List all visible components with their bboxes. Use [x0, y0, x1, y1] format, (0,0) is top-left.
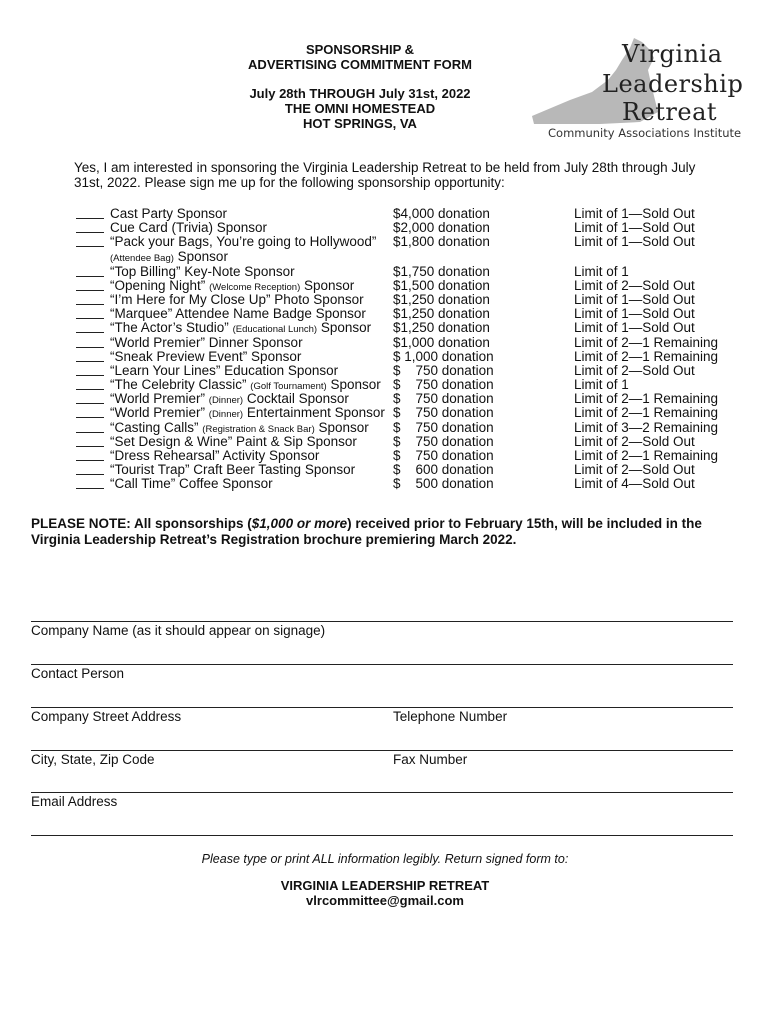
sponsorship-amount: $ 750 donation: [393, 391, 494, 407]
vlr-logo: [530, 30, 745, 145]
telephone-label: Telephone Number: [393, 709, 508, 724]
sponsorship-title: “Pack your Bags, You’re going to Hollywood”: [110, 234, 377, 250]
sponsorship-title: “The Actor’s Studio”: [110, 320, 229, 336]
sponsorship-title: “Top Billing” Key-Note Sponsor: [110, 263, 295, 279]
sponsorship-row: [76, 364, 736, 378]
sponsorship-limit: Limit of 1—Sold Out: [574, 320, 695, 336]
checkbox-blank-line[interactable]: [76, 350, 104, 362]
sponsorship-amount: $ 750 donation: [393, 419, 494, 435]
sponsorship-amount: $ 750 donation: [393, 377, 494, 393]
checkbox-blank-line[interactable]: [76, 421, 104, 433]
sponsorship-row: [76, 307, 736, 321]
sponsorship-row: [76, 435, 736, 449]
return-address: [0, 878, 770, 908]
sponsorship-row: [76, 421, 736, 435]
sponsorship-title: “I’m Here for My Close Up” Photo Sponsor: [110, 291, 364, 307]
company-name-line[interactable]: [31, 621, 733, 622]
sponsorship-title: Cue Card (Trivia) Sponsor: [110, 220, 268, 236]
sponsorship-amount: $ 600 donation: [393, 462, 494, 478]
sponsorship-detail: (Registration & Snack Bar): [202, 423, 315, 435]
sponsorship-amount: $4,000 donation: [393, 206, 490, 221]
sponsorship-name: [110, 307, 366, 321]
checkbox-blank-line[interactable]: [76, 307, 104, 319]
sponsorship-amount: $ 500 donation: [393, 476, 494, 492]
checkbox-blank-line[interactable]: [76, 406, 104, 418]
logo-tagline: Community Associations Institute: [548, 126, 742, 140]
sponsorship-name: [110, 235, 376, 249]
sponsorship-limit: Limit of 2—1 Remaining: [574, 405, 719, 421]
sponsorship-title: “Dress Rehearsal” Activity Sponsor: [110, 448, 320, 463]
sponsorship-limit: Limit of 1—Sold Out: [574, 234, 695, 250]
header-line-2: ADVERTISING COMMITMENT FORM: [248, 57, 472, 72]
sponsorship-limit: Limit of 4—Sold Out: [574, 476, 695, 492]
contact-person-label: Contact Person: [31, 666, 125, 681]
sponsorship-amount: $1,800 donation: [393, 234, 490, 250]
sponsorship-amount: $ 750 donation: [393, 448, 494, 463]
checkbox-blank-line[interactable]: [76, 235, 104, 247]
sponsorship-detail: (Golf Tournament): [250, 381, 327, 393]
sponsorship-amount: $1,250 donation: [393, 306, 490, 322]
sponsorship-title: “Call Time” Coffee Sponsor: [110, 476, 273, 492]
city-state-zip-line[interactable]: [31, 750, 733, 751]
header-line-1: SPONSORSHIP &: [305, 42, 415, 57]
checkbox-blank-line[interactable]: [76, 265, 104, 277]
sponsorship-limit: Limit of 1—Sold Out: [574, 306, 695, 322]
sponsorship-amount: $ 750 donation: [393, 405, 494, 421]
sponsorship-limit: Limit of 1: [574, 377, 629, 393]
sponsorship-amount: $2,000 donation: [393, 220, 490, 236]
form-header: [215, 42, 505, 131]
company-name-label: Company Name (as it should appear on signage): [31, 623, 326, 638]
intro-paragraph: Yes, I am interested in sponsoring the Virginia Leadership Retreat to be held from July 28th through July 31st, 2022. Please sign me up for the following sponsorship opportunity:: [74, 160, 696, 190]
sponsorship-detail: (Welcome Reception): [209, 281, 301, 293]
sponsorship-row: [76, 207, 736, 221]
sponsorship-limit: Limit of 1—Sold Out: [574, 206, 695, 221]
sponsorship-suffix: Sponsor: [317, 320, 372, 336]
sponsorship-name: [110, 293, 364, 307]
sponsorship-amount: $ 750 donation: [393, 433, 494, 449]
please-note: [31, 516, 741, 548]
sponsorship-suffix: Cocktail Sponsor: [243, 391, 349, 407]
sponsorship-name: [110, 364, 338, 378]
checkbox-blank-line[interactable]: [76, 207, 104, 219]
sponsorship-suffix: Sponsor: [326, 377, 381, 393]
sponsorship-limit: Limit of 2—1 Remaining: [574, 348, 719, 364]
sponsorship-limit: Limit of 1: [574, 263, 629, 279]
sponsorship-row: [76, 321, 736, 335]
logo-text-leadership: Leadership: [602, 70, 744, 98]
header-venue: THE OMNI HOMESTEAD: [284, 101, 436, 116]
note-emphasis: $1,000 or more: [251, 516, 348, 531]
sponsorship-row: [76, 336, 736, 350]
sponsorship-limit: Limit of 1—Sold Out: [574, 291, 695, 307]
extra-line[interactable]: [31, 835, 733, 836]
sponsorship-row: [76, 406, 736, 420]
org-name: VIRGINIA LEADERSHIP RETREAT: [280, 878, 490, 893]
checkbox-blank-line[interactable]: [76, 321, 104, 333]
sponsorship-amount: $1,250 donation: [393, 291, 490, 307]
logo-text-retreat: Retreat: [622, 98, 718, 126]
header-location: HOT SPRINGS, VA: [303, 116, 417, 131]
sponsorship-suffix: Entertainment Sponsor: [243, 405, 385, 421]
sponsorship-name: [110, 463, 355, 477]
sponsorship-amount: $ 750 donation: [393, 362, 494, 378]
sponsorship-limit: Limit of 2—1 Remaining: [574, 391, 719, 407]
note-prefix: PLEASE NOTE: All sponsorships (: [31, 516, 252, 531]
sponsorship-title: “Learn Your Lines” Education Sponsor: [110, 362, 339, 378]
sponsorship-detail: (Attendee Bag): [110, 252, 174, 264]
sponsorship-amount: $1,250 donation: [393, 320, 490, 336]
sponsorship-name: [110, 207, 227, 221]
sponsorship-amount: $1,750 donation: [393, 263, 490, 279]
sponsorship-row: [76, 279, 736, 293]
sponsorship-list: [76, 207, 736, 492]
sponsorship-row: [76, 265, 736, 279]
sponsorship-title: “Tourist Trap” Craft Beer Tasting Sponsor: [110, 462, 356, 478]
sponsorship-limit: Limit of 2—1 Remaining: [574, 448, 719, 463]
sponsorship-title: “Sneak Preview Event” Sponsor: [110, 348, 302, 364]
checkbox-blank-line[interactable]: [76, 435, 104, 447]
header-dates: July 28th THROUGH July 31st, 2022: [249, 86, 471, 101]
sponsorship-row: [76, 477, 736, 491]
checkbox-blank-line[interactable]: [76, 463, 104, 475]
sponsorship-title: “World Premier” Dinner Sponsor: [110, 334, 303, 350]
sponsorship-name: [110, 477, 273, 491]
sponsorship-suffix: Sponsor: [173, 248, 228, 264]
sponsorship-detail: (Dinner): [208, 395, 244, 407]
sponsorship-title: “Casting Calls”: [110, 419, 199, 435]
checkbox-blank-line[interactable]: [76, 392, 104, 404]
sponsorship-limit: Limit of 2—1 Remaining: [574, 334, 719, 350]
sponsorship-title: “Set Design & Wine” Paint & Sip Sponsor: [110, 433, 357, 449]
sponsorship-amount: $ 1,000 donation: [393, 348, 494, 364]
checkbox-blank-line[interactable]: [76, 364, 104, 376]
sponsorship-row: [76, 350, 736, 364]
sponsorship-name: [110, 265, 295, 279]
sponsorship-suffix: Sponsor: [314, 419, 369, 435]
sponsorship-row: [76, 250, 736, 265]
sponsorship-row: [76, 221, 736, 235]
sponsorship-limit: Limit of 3—2 Remaining: [574, 419, 719, 435]
street-address-label: Company Street Address: [31, 709, 182, 724]
sponsorship-title: “World Premier”: [110, 405, 206, 421]
sponsorship-row: [76, 449, 736, 463]
checkbox-blank-line[interactable]: [76, 336, 104, 348]
sponsorship-name: [110, 449, 319, 463]
sponsorship-row: [76, 378, 736, 392]
sponsorship-title: “The Celebrity Classic”: [110, 377, 247, 393]
sponsorship-row: [76, 463, 736, 477]
sponsorship-row: [76, 235, 736, 249]
checkbox-blank-line[interactable]: [76, 477, 104, 489]
sponsorship-suffix: Sponsor: [300, 277, 355, 293]
return-instructions: Please type or print ALL information legibly. Return signed form to:: [201, 852, 569, 866]
checkbox-blank-line[interactable]: [76, 449, 104, 461]
sponsorship-limit: Limit of 2—Sold Out: [574, 462, 695, 478]
sponsorship-name: [110, 350, 301, 364]
contact-person-line[interactable]: [31, 664, 733, 665]
sponsorship-detail: (Educational Lunch): [232, 324, 318, 336]
sponsorship-detail: (Dinner): [208, 409, 244, 421]
sponsorship-amount: $1,000 donation: [393, 334, 490, 350]
checkbox-blank-line[interactable]: [76, 293, 104, 305]
sponsorship-row: [76, 392, 736, 406]
sponsorship-limit: Limit of 2—Sold Out: [574, 277, 695, 293]
checkbox-blank-line[interactable]: [76, 378, 104, 390]
sponsorship-row: [76, 293, 736, 307]
city-state-zip-label: City, State, Zip Code: [31, 752, 155, 767]
sponsorship-limit: Limit of 2—Sold Out: [574, 362, 695, 378]
sponsorship-name: [110, 336, 303, 350]
street-address-line[interactable]: [31, 707, 733, 708]
sponsorship-title: “World Premier”: [110, 391, 206, 407]
checkbox-blank-line[interactable]: [76, 221, 104, 233]
sponsorship-title: “Marquee” Attendee Name Badge Sponsor: [110, 306, 366, 322]
sponsorship-title: Cast Party Sponsor: [110, 206, 228, 221]
sponsorship-title: “Opening Night”: [110, 277, 206, 293]
email-label: Email Address: [31, 794, 118, 809]
sponsorship-limit: Limit of 1—Sold Out: [574, 220, 695, 236]
sponsorship-amount: $1,500 donation: [393, 277, 490, 293]
sponsorship-name: [110, 435, 357, 449]
sponsorship-limit: Limit of 2—Sold Out: [574, 433, 695, 449]
checkbox-blank-line[interactable]: [76, 279, 104, 291]
org-email: vlrcommittee@gmail.com: [306, 893, 464, 908]
note-suffix: ) received prior to February 15th, will be included in the Virginia Leadership Retreat’s Registration brochure premiering March 2022.: [31, 516, 702, 547]
fax-label: Fax Number: [393, 752, 468, 767]
sponsorship-name: [110, 221, 267, 235]
email-line[interactable]: [31, 792, 733, 793]
logo-text-virginia: Virginia: [622, 40, 723, 68]
